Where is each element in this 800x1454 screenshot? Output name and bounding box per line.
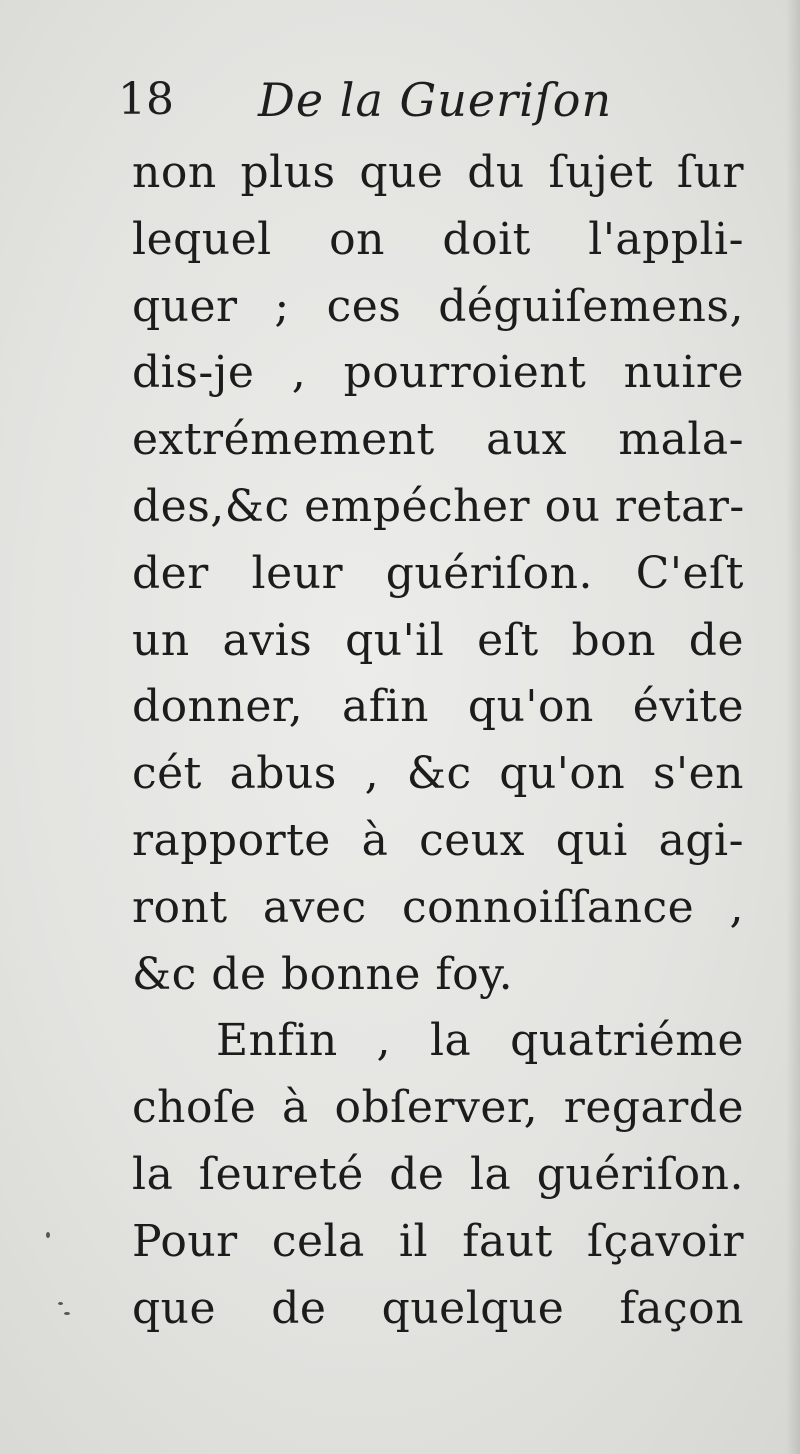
page-header — [118, 70, 758, 130]
paragraph-start-line: Enfin , la quatriéme — [216, 1015, 744, 1067]
text-line: des,&c empécher ou retar- — [132, 480, 745, 532]
text-line: Pour cela il faut ſçavoir — [132, 1215, 744, 1267]
text-line: non plus que du ſujet ſur — [132, 147, 744, 198]
ink-speck — [46, 1232, 50, 1238]
text-line: der leur guériſon. C'eſt — [132, 547, 744, 599]
text-line: extrémement aux mala- — [132, 414, 744, 466]
page-number: 18 — [118, 74, 174, 125]
text-line: choſe à obſerver, regarde — [132, 1082, 744, 1134]
text-line: la ſeureté de la guériſon. — [132, 1148, 744, 1200]
running-title: De la Gueriſon — [258, 73, 613, 127]
text-line: donner, afin qu'on évite — [132, 681, 744, 733]
text-line: ront avec connoiſſance , — [132, 881, 744, 933]
ink-speck — [64, 1312, 70, 1315]
body-text — [132, 140, 744, 1342]
text-line: cét abus , &c qu'on s'en — [132, 748, 744, 800]
text-line: un avis qu'il eſt bon de — [132, 614, 744, 666]
text-line: &c de bonne foy. — [132, 948, 514, 1000]
page-edge-shadow — [786, 0, 800, 1454]
text-line: lequel on doit l'appli- — [132, 213, 744, 265]
text-line: quer ; ces déguiſemens, — [132, 280, 744, 332]
text-line: rapporte à ceux qui agi- — [132, 814, 744, 866]
text-line: que de quelque façon — [132, 1282, 744, 1334]
ink-speck — [58, 1302, 63, 1305]
text-line: dis-je , pourroient nuire — [132, 347, 744, 399]
